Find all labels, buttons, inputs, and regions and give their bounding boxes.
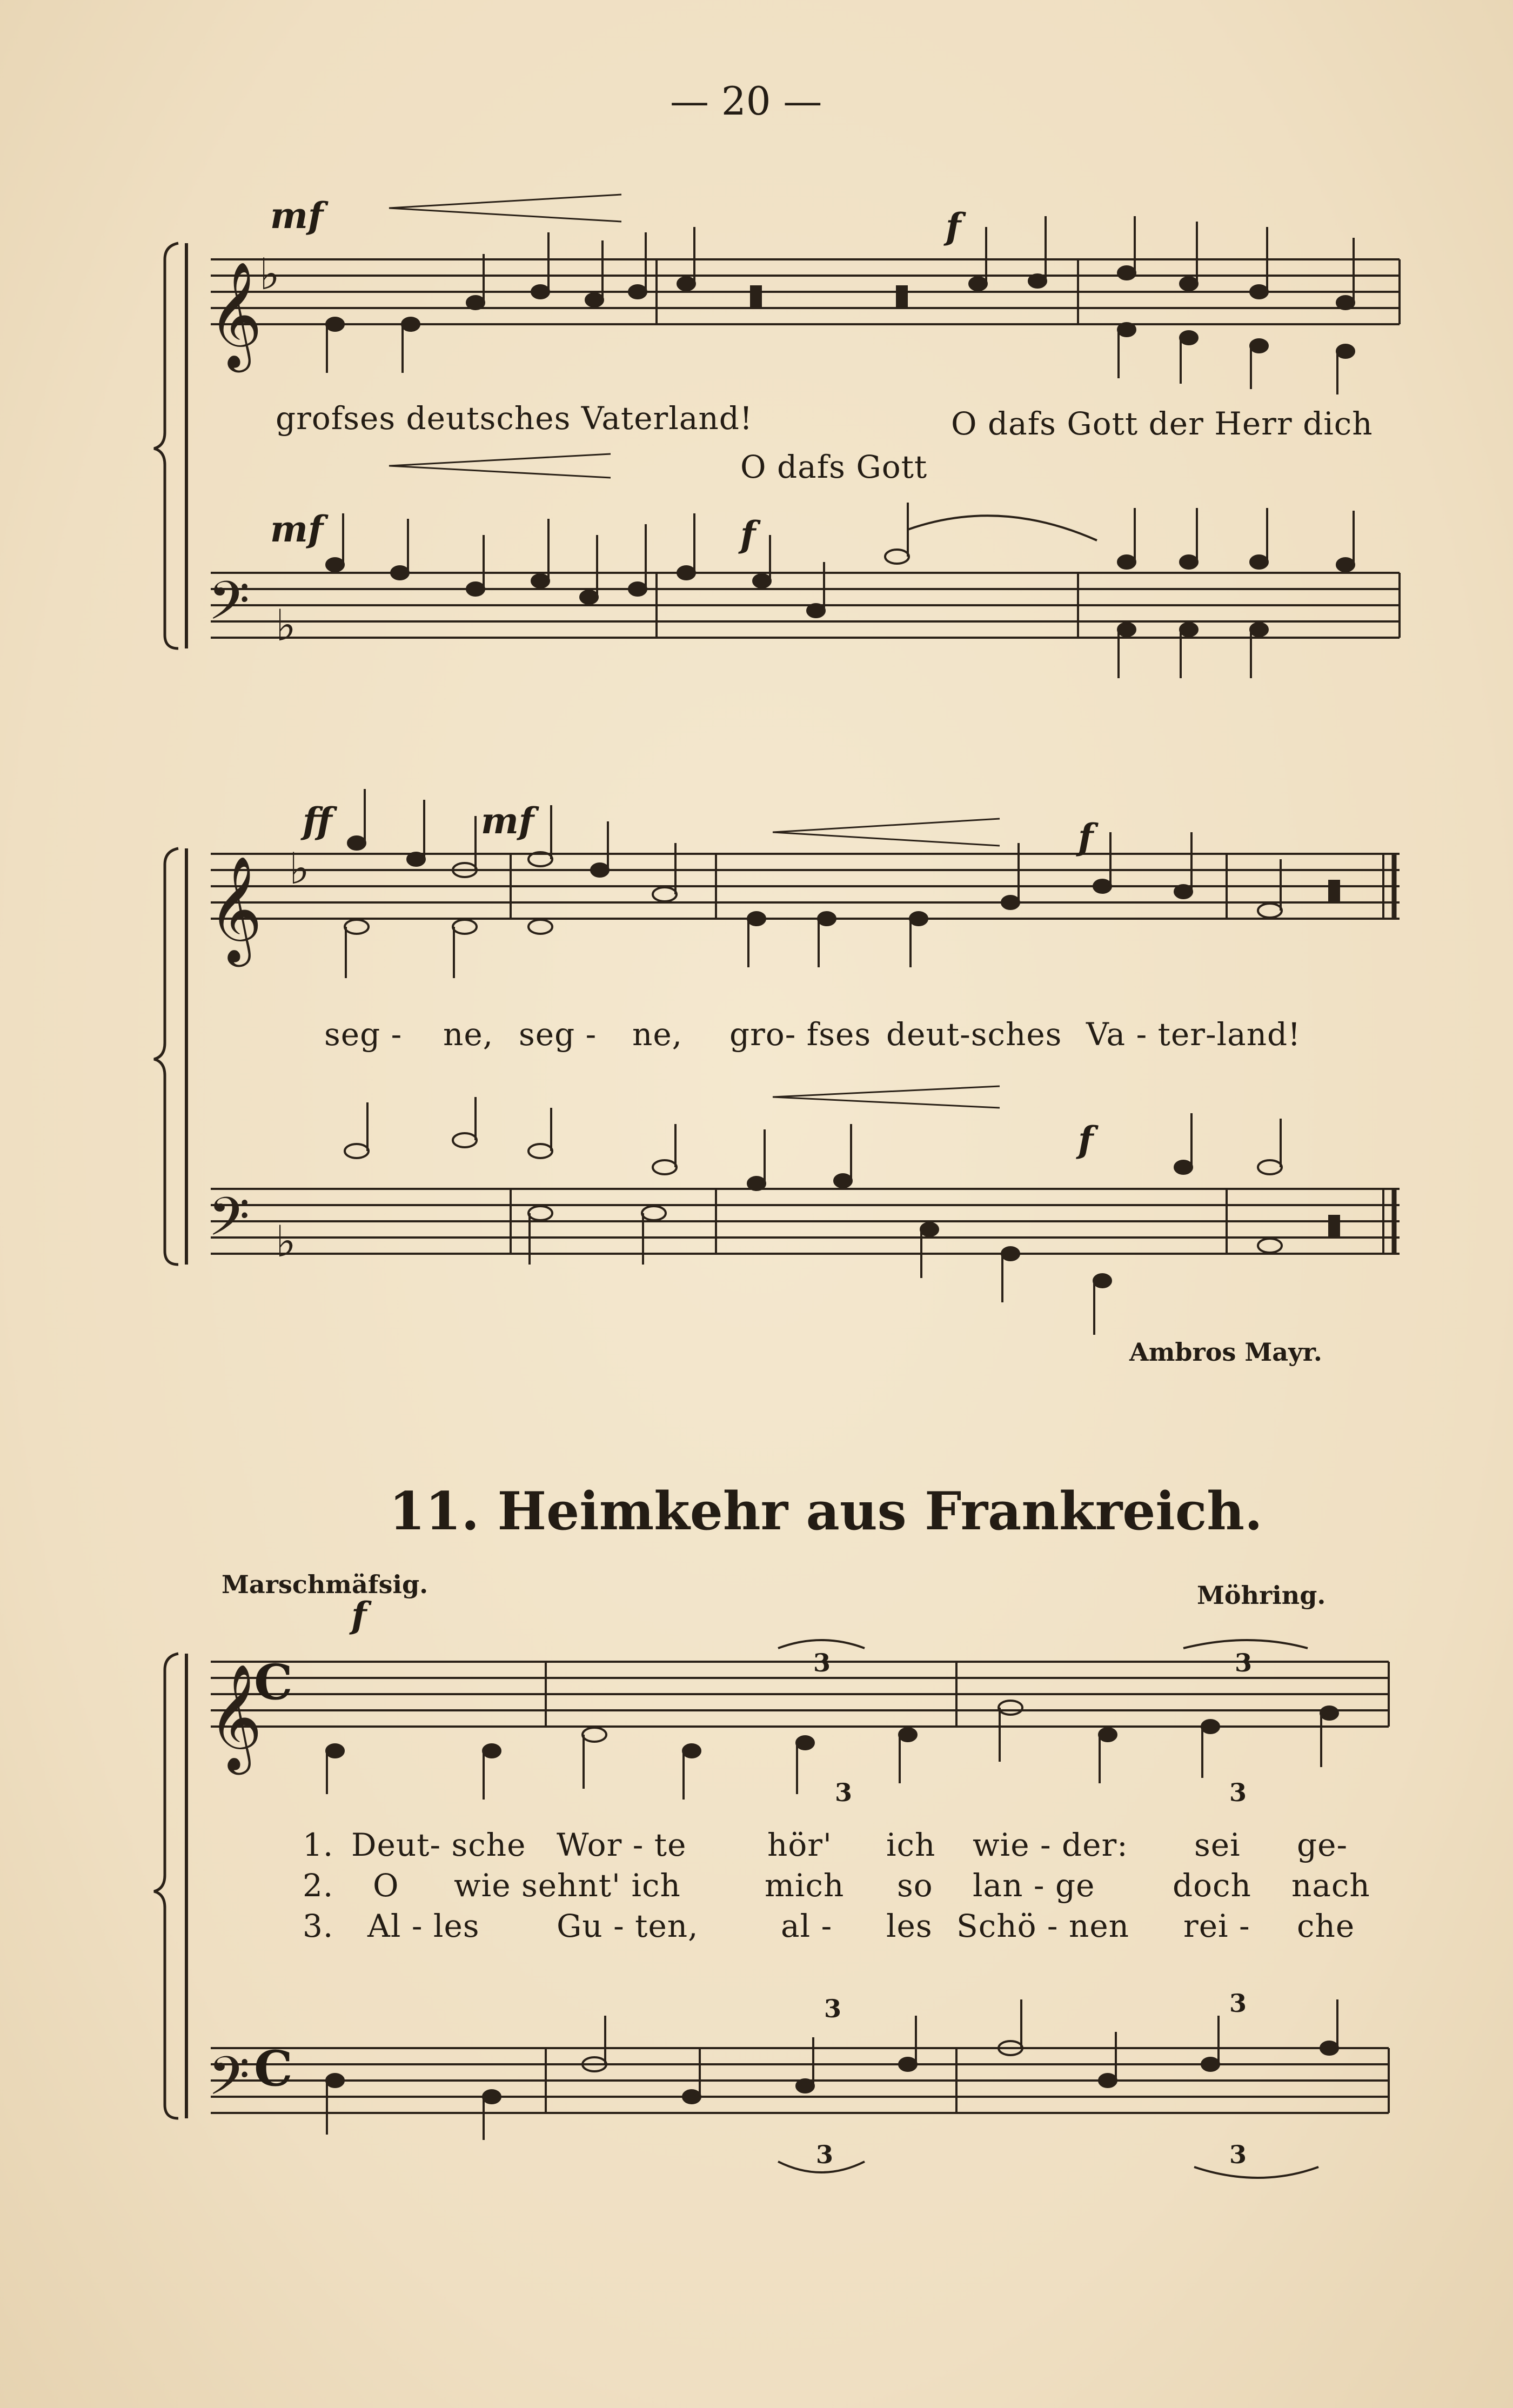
dynamic-f-treble: f [946,205,961,248]
lyric-line-upper-b: O dafs Gott der Herr dich [951,405,1373,442]
page-number: — 20 — [670,78,822,124]
lyric-word: ne, [443,1016,494,1053]
system-1-bass-staff [211,573,1400,638]
tempo-marking: Marschmäfsig. [222,1570,429,1599]
verse-word: les [886,1908,933,1944]
svg-text:𝄞: 𝄞 [208,261,263,368]
verse-number: 2. [303,1867,334,1904]
dynamic-ff: ff [303,800,332,842]
lyric-line-upper-a: grofses deutsches Vaterland! [276,400,753,437]
verse-word: O [373,1867,399,1904]
system-1-treble-notes [326,216,1354,394]
song-title: 11. Heimkehr aus Frankreich. [389,1481,1263,1542]
triplet-mark: 3 [816,2140,834,2169]
triplet-mark: 3 [1235,1648,1253,1677]
verse-word: mich [765,1867,845,1904]
dynamic-f-song: f [351,1594,367,1636]
system-2-bass-notes [345,1097,1339,1335]
verse-word: Schö - nen [956,1908,1129,1944]
verse-word: nach [1291,1867,1370,1904]
system-1-bass-notes [326,503,1354,678]
lyric-line-lower: O dafs Gott [740,449,928,485]
dynamic-f-bass: f [740,513,756,556]
dynamic-mf-bass: mf [270,508,324,550]
lyric-word: deut-sches [886,1016,1062,1053]
svg-text:♭: ♭ [276,1216,296,1267]
lyric-word: ne, [632,1016,683,1053]
verse-word: rei - [1183,1908,1250,1944]
triplet-mark: 3 [1229,1989,1247,2018]
time-signature-treble: C [254,1654,293,1711]
system-1-treble-staff [211,259,1400,324]
verse-word: ge- [1297,1827,1348,1863]
svg-text:𝄞: 𝄞 [208,855,263,962]
system-2-treble-staff [211,854,1400,919]
system-3-treble-notes [326,1701,1338,1800]
triplet-mark: 3 [835,1778,853,1807]
svg-text:𝄢: 𝄢 [208,2045,250,2121]
verse-word: Wor - te [557,1827,687,1863]
verse-number: 1. [303,1827,334,1863]
dynamic-mf-treble: mf [270,195,324,237]
verse-word: al - [781,1908,833,1944]
verse-word: che [1297,1908,1355,1944]
lyric-word: Va - ter-land! [1086,1016,1301,1053]
verse-number: 3. [303,1908,334,1944]
triplet-mark: 3 [824,1994,842,2023]
svg-text:𝄢: 𝄢 [208,1186,250,1261]
verse-word: wie - der: [973,1827,1128,1863]
verse-word: so [897,1867,933,1904]
system-2-bass-staff [211,1189,1400,1254]
system-3-treble-staff [211,1662,1389,1727]
time-signature-bass: C [254,2040,293,2097]
verse-word: Gu - ten, [557,1908,699,1944]
verse-word: Al - les [367,1908,480,1944]
lyric-word: gro- fses [729,1016,872,1053]
verse-word: hör' [767,1827,832,1863]
dynamic-f-bass-2: f [1078,1119,1094,1161]
song-composer: Möhring. [1197,1581,1326,1610]
verse-word: wie sehnt' ich [454,1867,681,1904]
verse-word: lan - ge [973,1867,1095,1904]
dynamic-mf: mf [481,800,534,842]
composer-credit: Ambros Mayr. [1129,1337,1322,1367]
svg-text:𝄞: 𝄞 [208,1663,263,1770]
svg-text:𝄢: 𝄢 [208,570,250,645]
svg-text:♭: ♭ [259,249,280,299]
lyric-word: seg - [519,1016,597,1053]
verse-word: sei [1194,1827,1241,1863]
verse-word: doch [1173,1867,1251,1904]
lyric-word: seg - [324,1016,403,1053]
triplet-mark: 3 [1229,1778,1247,1807]
verse-word: ich [886,1827,936,1863]
svg-text:♭: ♭ [276,600,296,651]
dynamic-f-treble-2: f [1078,816,1094,858]
svg-text:♭: ♭ [289,844,310,894]
triplet-mark: 3 [813,1648,831,1677]
triplet-mark: 3 [1229,2140,1247,2169]
verse-word: Deut- sche [351,1827,526,1863]
